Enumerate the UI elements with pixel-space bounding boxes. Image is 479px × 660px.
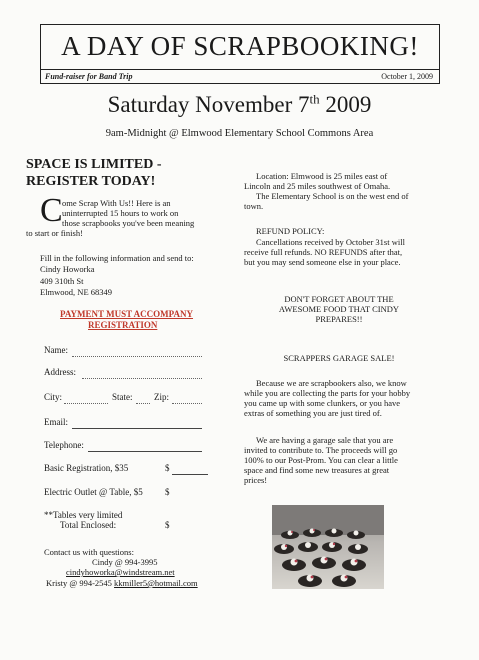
contact-kristy: Kristy @ 994-2545 kkmiller5@hotmail.com (46, 578, 198, 588)
email-label: Email: (44, 417, 68, 427)
garage-sale-text: prices! (244, 475, 268, 485)
payment-notice: PAYMENT MUST ACCOMPANY (60, 309, 194, 319)
telephone-field[interactable] (88, 441, 202, 452)
dessert-plates-illustration (272, 505, 384, 589)
mail-instructions: Fill in the following information and send to: (40, 253, 194, 263)
contact-cindy-email[interactable]: cindyhoworka@windstream.net (66, 567, 175, 577)
mail-city: Elmwood, NE 68349 (40, 287, 113, 297)
garage-sale-text: while you are collecting the parts for your hobby (244, 388, 411, 398)
name-field[interactable] (72, 346, 202, 357)
garage-sale-text: We are having a garage sale that you are (256, 435, 394, 445)
banner-left-caption: Fund-raiser for Band Trip (45, 72, 133, 81)
address-field[interactable] (82, 368, 202, 379)
telephone-label: Telephone: (44, 440, 84, 450)
contact-heading: Contact us with questions: (44, 547, 134, 557)
intro-dropcap: C (40, 192, 63, 229)
garage-sale-text: space and find some new treasures at great (244, 465, 390, 475)
garage-sale-heading: SCRAPPERS GARAGE SALE! (283, 353, 395, 363)
city-field[interactable] (64, 393, 108, 404)
email-field[interactable] (72, 418, 202, 429)
city-label: City: (44, 392, 63, 402)
name-label: Name: (44, 345, 68, 355)
intro-text-line: to start or finish! (26, 228, 83, 238)
tables-limited-note: **Tables very limited (44, 510, 123, 520)
date-ordinal: th (309, 91, 320, 107)
banner-date: October 1, 2009 (381, 72, 433, 81)
basic-registration-dollar: $ (165, 463, 170, 473)
event-time-location: 9am-Midnight @ Elmwood Elementary School Commons Area (105, 128, 374, 139)
payment-notice-line2: REGISTRATION (88, 320, 158, 330)
address-label: Address: (44, 367, 76, 377)
dessert-plates-photo (272, 505, 384, 589)
refund-policy-text: receive full refunds. NO REFUNDS after that, (244, 247, 403, 257)
refund-policy-heading: REFUND POLICY: (256, 226, 325, 236)
garage-sale-text: 100% to our Post-Prom. You can clear a little (244, 455, 398, 465)
intro-text-line: uninterrupted 15 hours to work on (62, 208, 179, 218)
outlet-label: Electric Outlet @ Table, $5 (44, 487, 143, 497)
banner-divider (41, 69, 439, 70)
register-today-heading: REGISTER TODAY! (26, 174, 156, 189)
contact-cindy-phone: Cindy @ 994-3995 (92, 557, 158, 567)
location-text: Lincoln and 25 miles southwest of Omaha. (244, 181, 391, 191)
total-dollar: $ (165, 520, 170, 530)
space-limited-heading: SPACE IS LIMITED - (26, 157, 162, 172)
refund-policy-text: but you may send someone else in your place. (244, 257, 401, 267)
location-text: The Elementary School is on the west end of (256, 191, 409, 201)
location-text: town. (244, 201, 264, 211)
banner-title: A DAY OF SCRAPBOOKING! (61, 31, 419, 61)
total-enclosed-label: Total Enclosed: (60, 520, 117, 530)
garage-sale-text: extras of something you are just tired of. (244, 408, 382, 418)
zip-label: Zip: (154, 392, 169, 402)
newsletter-banner (40, 24, 440, 84)
basic-registration-label: Basic Registration, $35 (44, 463, 129, 473)
state-label: State: (112, 392, 133, 402)
intro-text-line: ome Scrap With Us!! Here is an (62, 198, 171, 208)
outlet-dollar: $ (165, 487, 170, 497)
food-callout-line: DON'T FORGET ABOUT THE (284, 294, 394, 304)
contact-kristy-email[interactable]: kkmiller5@hotmail.com (114, 578, 198, 588)
mail-street: 409 310th St (40, 276, 84, 286)
intro-text-line: those scrapbooks you've been meaning (62, 218, 195, 228)
event-date: Saturday November 7th 2009 (107, 91, 372, 117)
location-text: Location: Elmwood is 25 miles east of (256, 171, 388, 181)
garage-sale-text: Because we are scrapbookers also, we know (256, 378, 407, 388)
food-callout-line: AWESOME FOOD THAT CINDY (278, 304, 400, 314)
mail-name: Cindy Howorka (40, 264, 95, 274)
garage-sale-text: invited to contribute to. The proceeds will go (244, 445, 398, 455)
zip-field[interactable] (172, 393, 202, 404)
garage-sale-text: you came up with some clunkers, or you have (244, 398, 401, 408)
state-field[interactable] (136, 393, 150, 404)
basic-registration-amount[interactable] (172, 464, 208, 475)
food-callout-line: PREPARES!! (315, 314, 363, 324)
refund-policy-text: Cancellations received by October 31st will (256, 237, 405, 247)
